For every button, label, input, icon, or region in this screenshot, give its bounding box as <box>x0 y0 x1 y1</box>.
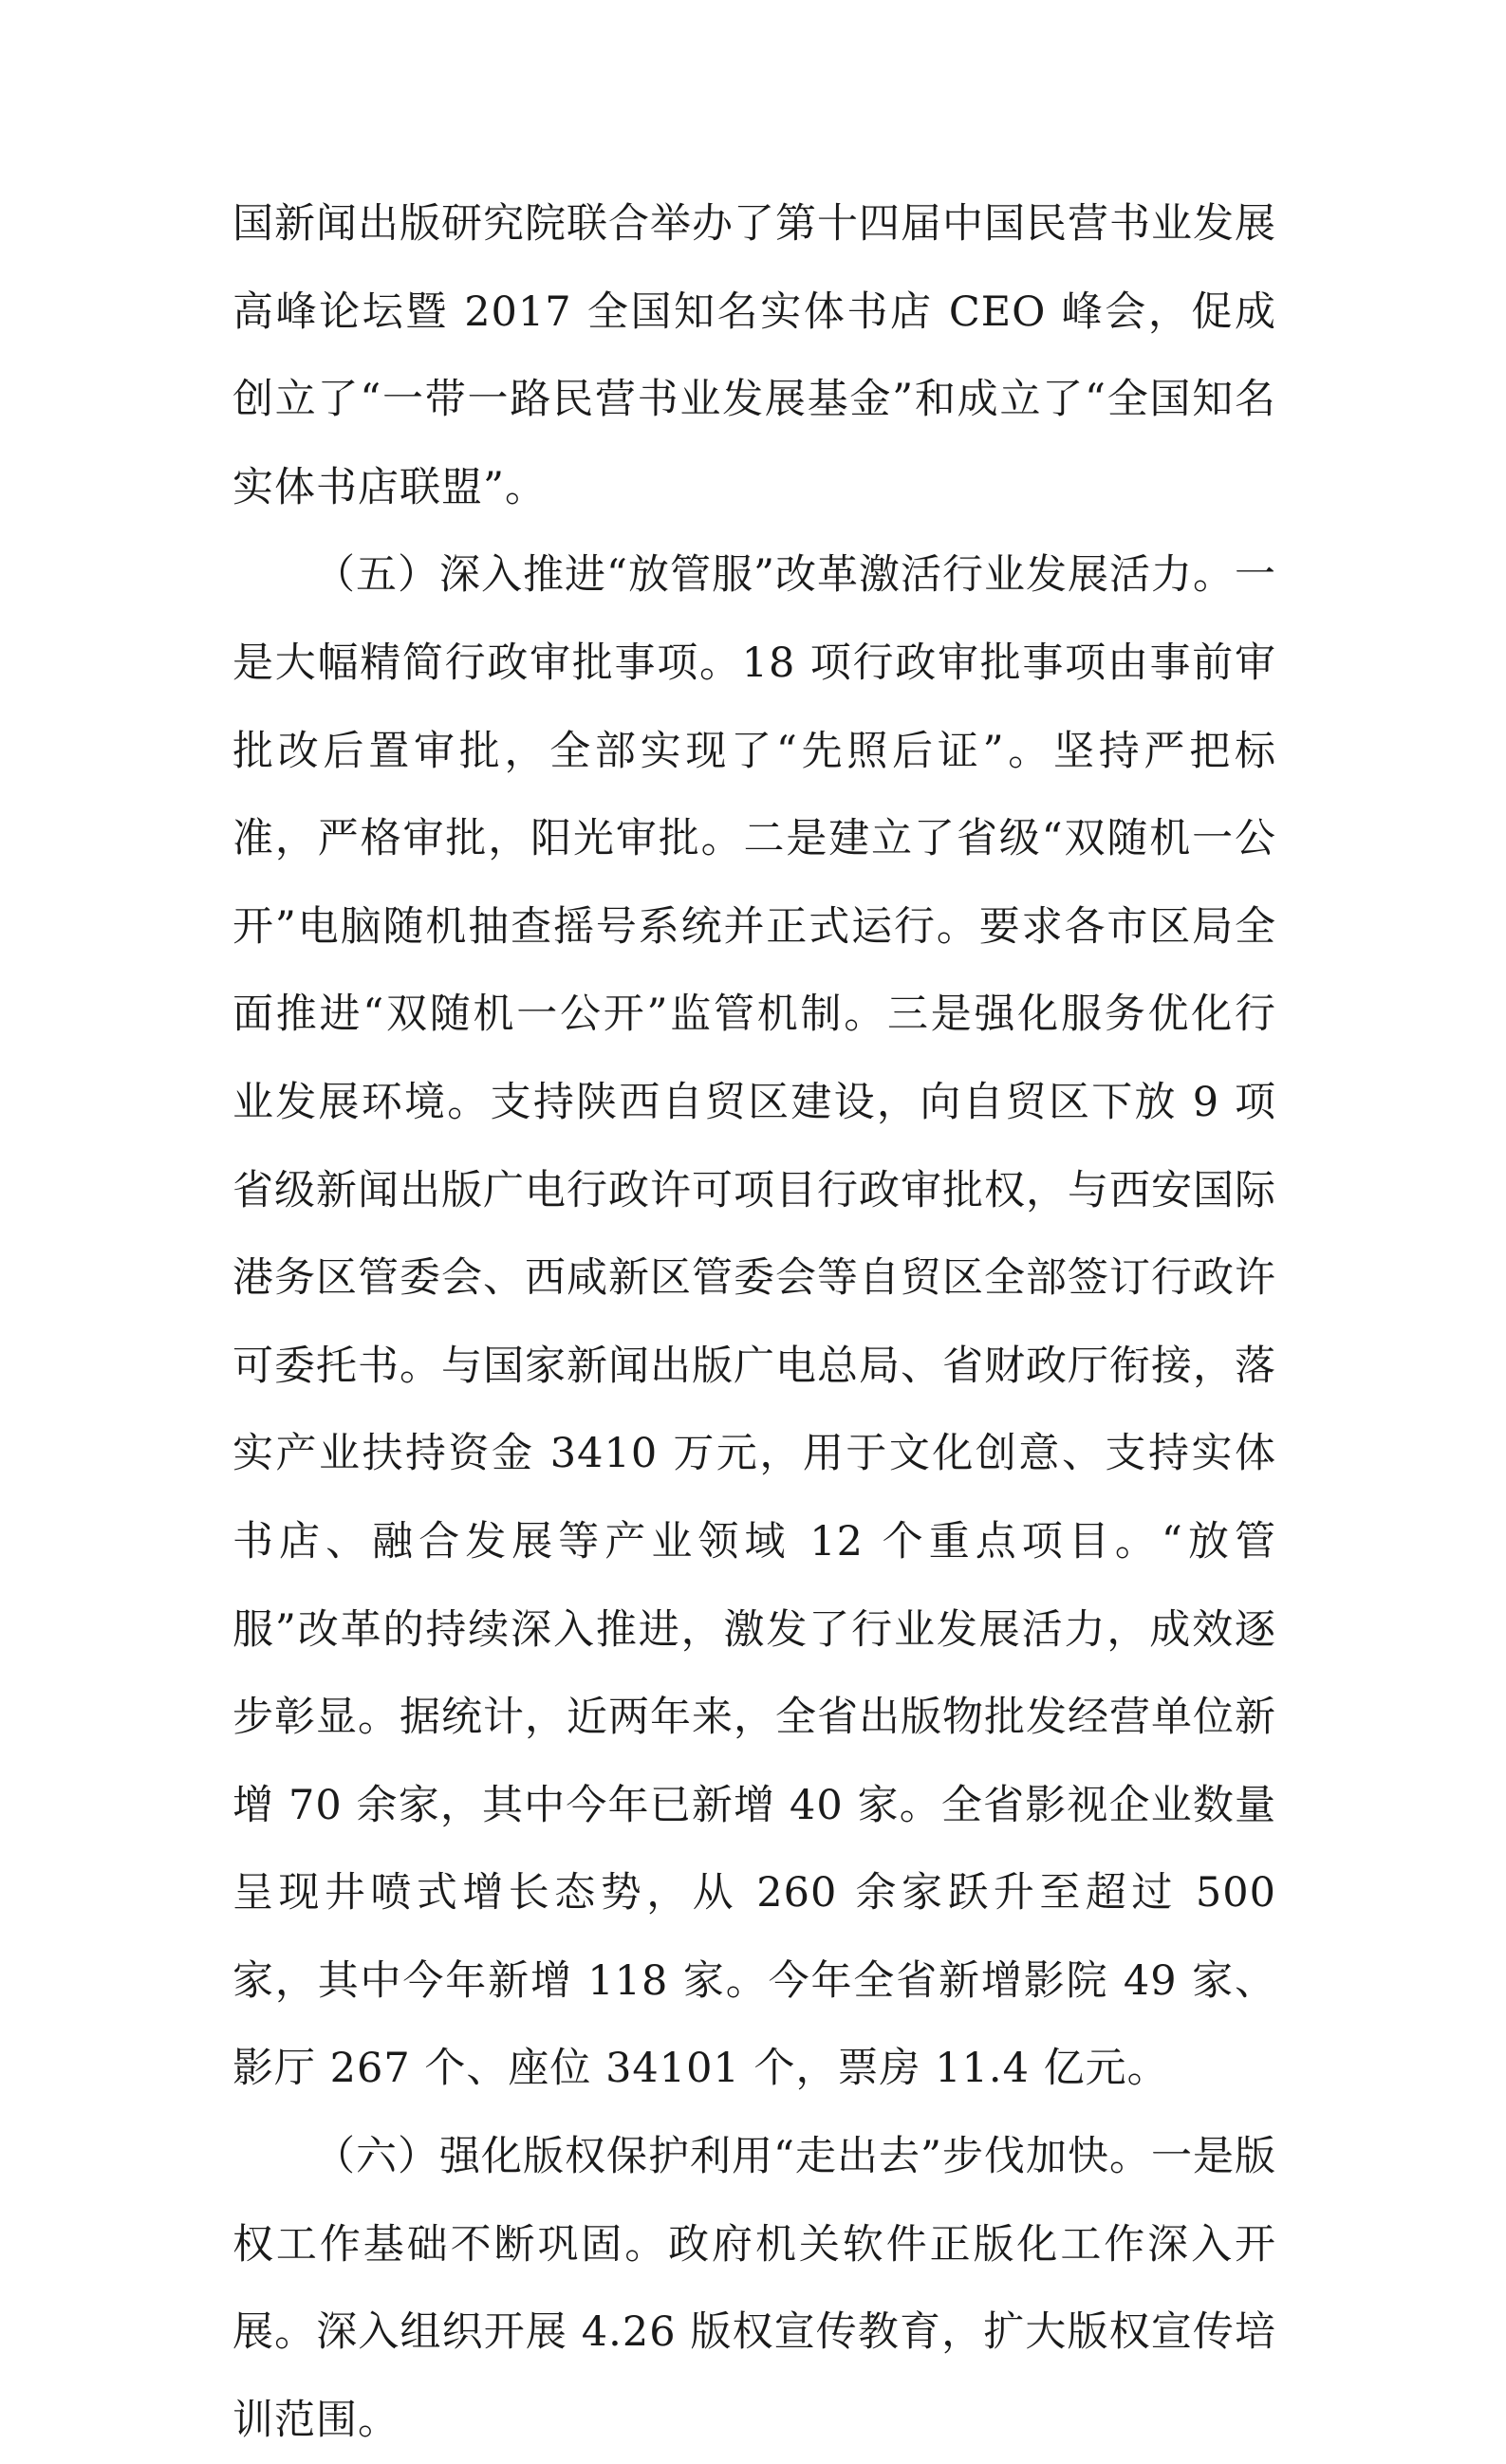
paragraph-continuation: 国新闻出版研究院联合举办了第十四届中国民营书业发展高峰论坛暨 2017 全国知名实体书店 CEO 峰会，促成创立了“一带一路民营书业发展基金”和成立了“全国知名实体书店联盟”。 <box>232 200 1276 511</box>
paragraph-section-five: （五）深入推进“放管服”改革激活行业发展活力。一是大幅精简行政审批事项。18 项行政审批事项由事前审批改后置审批，全部实现了“先照后证”。坚持严把标准，严格审批，阳光审批。二是建立了省级“双随机一公开”电脑随机抽查摇号系统并正式运行。要求各市区局全面推进“双随机一公开”监管机制。三是强化服务优化行业发展环境。支持陕西自贸区建设，向自贸区下放 9 项省级新闻出版广电行政许可项目行政审批权，与西安国际港务区管委会、西咸新区管委会等自贸区全部签订行政许可委托书。与国家新闻出版广电总局、省财政厅衔接，落实产业扶持资金 3410 万元，用于文化创意、支持实体书店、融合发展等产业领域 12 个重点项目。“放管服”改革的持续深入推进，激发了行业发展活力，成效逐步彰显。据统计，近两年来，全省出版物批发经营单位新增 70 余家，其中今年已新增 40 家。全省影视企业数量呈现井喷式增长态势，从 260 余家跃升至超过 500 家，其中今年新增 118 家。今年全省新增影院 49 家、影厅 267 个、座位 34101 个，票房 11.4 亿元。 <box>232 551 1276 2093</box>
body-text <box>232 180 1276 2464</box>
paragraph-section-six: （六）强化版权保护利用“走出去”步伐加快。一是版权工作基础不断巩固。政府机关软件正版化工作深入开展。深入组织开展 4.26 版权宣传教育，扩大版权宣传培训范围。 <box>232 2133 1276 2444</box>
